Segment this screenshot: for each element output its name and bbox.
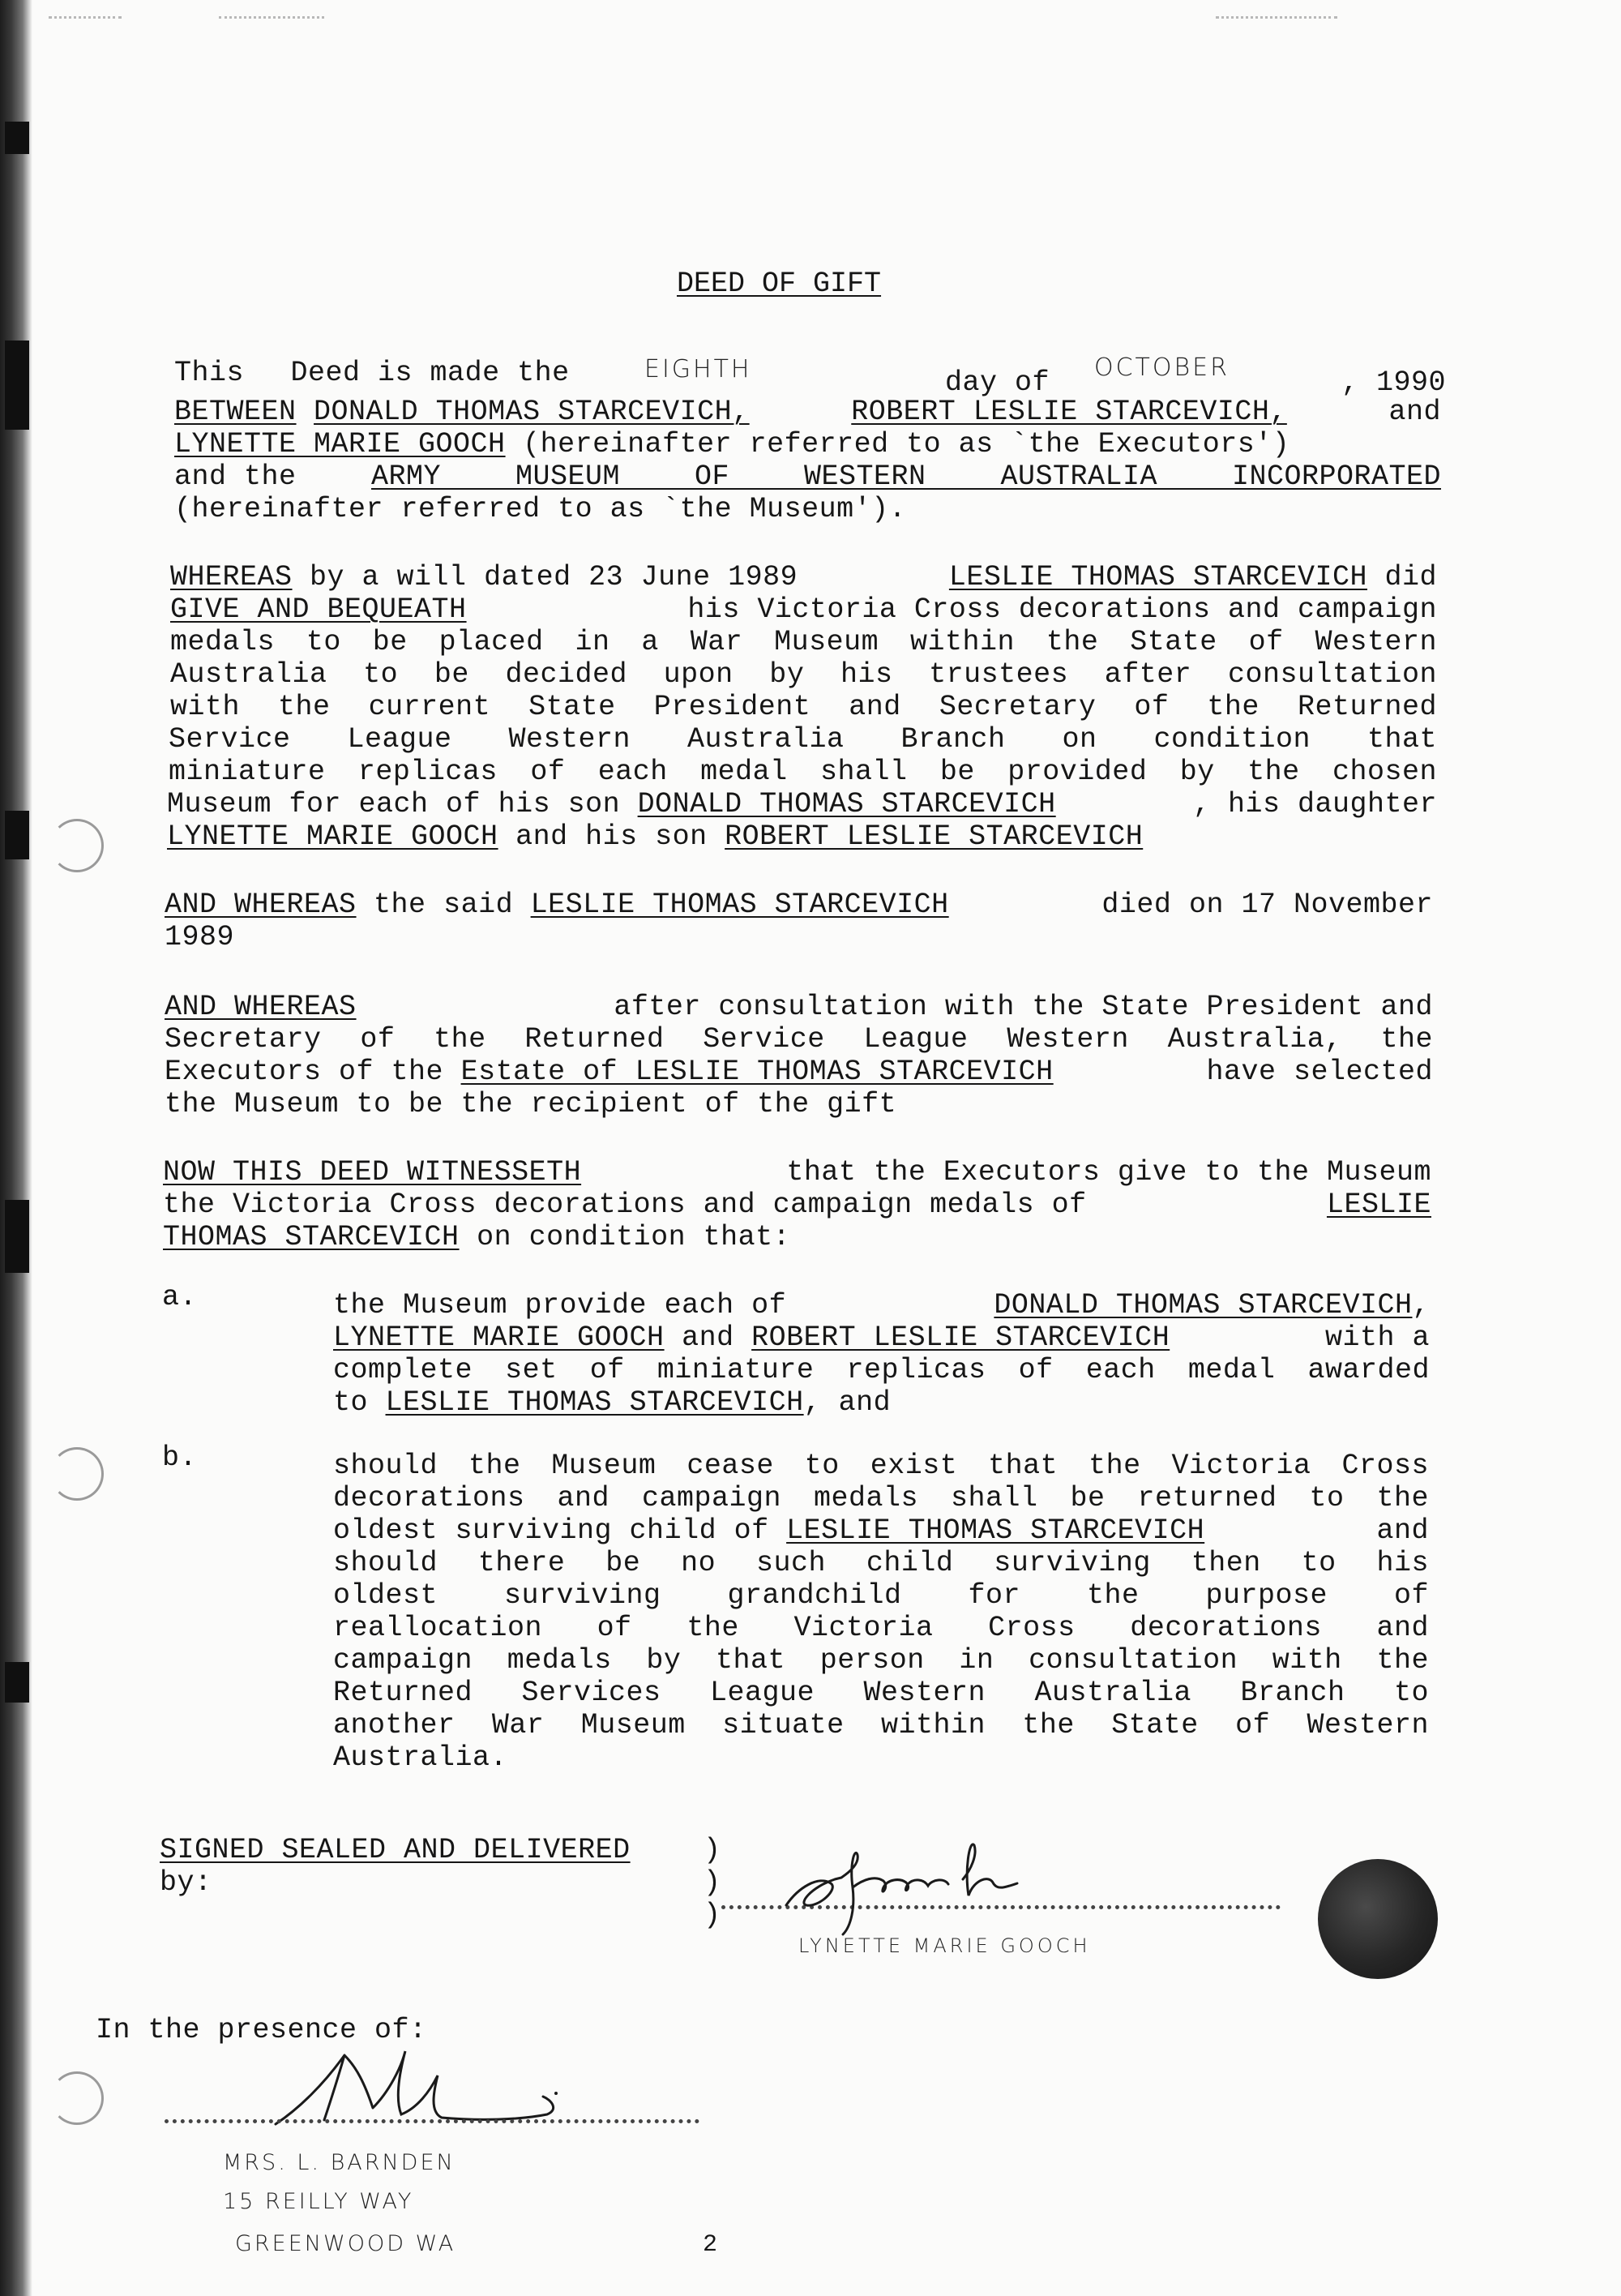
page-number: 2 [703,2231,718,2259]
recital-line [170,593,1437,626]
testator-name: LESLIE THOMAS STARCEVICH [786,1514,1205,1547]
party-name: DONALD THOMAS STARCEVICH, [314,396,750,428]
party-name: LYNETTE MARIE GOOCH [174,428,506,460]
preamble-line [174,396,1441,428]
text: to [333,1386,386,1419]
bracket: ) [704,1834,721,1866]
text: did [1367,561,1437,593]
by-label: by: [160,1866,212,1899]
witness-name: MRS. L. BARNDEN [223,2150,456,2175]
witness-address-line: 15 REILLY WAY [223,2189,414,2214]
condition-line: should there be no such child surviving then to his [333,1547,1429,1579]
recital-line [170,561,1437,593]
text: This [174,357,245,389]
executor-printed-name: LYNETTE MARIE GOOCH [798,1934,1091,1957]
text: , 1990 [1341,366,1447,399]
testator-name: LESLIE [1326,1189,1431,1221]
text: the Museum provide each of [333,1289,787,1321]
whereas-keyword: WHEREAS [170,561,293,593]
text: and [1388,396,1441,428]
condition-line: reallocation of the Victoria Cross decorations and [333,1612,1429,1644]
text: after consultation with the State President and [614,991,1433,1023]
text: died on 17 November [1101,889,1433,921]
text: and the [174,460,297,493]
condition-line [333,1289,1430,1321]
party-name: ROBERT LESLIE STARCEVICH, [851,396,1287,428]
condition-line [333,1514,1429,1547]
witnesseth-keyword: NOW THIS DEED WITNESSETH [163,1156,582,1189]
between-keyword: BETWEEN [174,396,297,428]
recital-line: miniature replicas of each medal shall be provided by the chosen [169,756,1437,788]
text: the Victoria Cross decorations and campaign medals of [163,1189,1087,1221]
clause-line [163,1156,1431,1189]
text: the said [356,889,531,921]
text: and [1376,1514,1429,1547]
preamble-line [174,357,570,389]
punch-hole [50,2071,104,2125]
punch-hole [50,819,104,872]
handwritten-day: EIGHTH [644,355,752,383]
text: , his daughter [1192,788,1437,820]
beneficiary-name: ROBERT LESLIE STARCEVICH [725,820,1144,853]
punch-hole [50,1447,104,1501]
testator-name: LESLIE THOMAS STARCEVICH [530,889,949,921]
witness-signature-line [165,2119,699,2123]
recital-line [165,889,1433,921]
recital-line [165,1056,1433,1088]
beneficiary-name: DONALD THOMAS STARCEVICH [994,1289,1413,1321]
condition-line: complete set of miniature replicas of each medal awarded [333,1354,1430,1386]
give-bequeath-keyword: GIVE AND BEQUEATH [170,593,467,626]
handwritten-month: OCTOBER [1094,353,1230,382]
text: (hereinafter referred to as `the Executors') [505,428,1290,460]
scan-edge-mark [5,122,29,154]
recital-line: Service League Western Australia Branch on condition that [169,723,1437,756]
text: Deed is made the [290,357,570,389]
document-title: DEED OF GIFT [677,268,882,300]
text: day of [945,366,1050,399]
preamble-line [174,428,1290,460]
scan-noise [1216,16,1337,21]
scan-noise [49,16,122,21]
testator-name: LESLIE THOMAS STARCEVICH [948,561,1367,593]
text: with a [1324,1321,1430,1354]
text: and his son [498,820,725,853]
text: on condition that: [459,1221,791,1253]
condition-line [333,1386,891,1419]
signed-sealed-delivered: SIGNED SEALED AND DELIVERED [160,1834,631,1866]
condition-label: a. [162,1281,198,1313]
text: by a will dated 23 June 1989 [292,561,798,593]
text: his Victoria Cross decorations and campaign [687,593,1437,626]
clause-line [163,1189,1431,1221]
scan-edge-mark [5,1662,29,1703]
beneficiary-name: LYNETTE MARIE GOOCH [333,1321,665,1354]
testator-name: THOMAS STARCEVICH [163,1221,460,1253]
preamble-line: (hereinafter referred to as `the Museum'). [174,493,907,525]
recital-line: Australia to be decided upon by his trustees after consultation [170,658,1437,691]
beneficiary-name: ROBERT LESLIE STARCEVICH [751,1321,1170,1354]
party-name: ARMY MUSEUM OF WESTERN AUSTRALIA INCORPORATED [371,460,1441,493]
condition-line: Returned Services League Western Australia Branch to [333,1677,1429,1709]
scan-edge-mark [5,1200,29,1273]
condition-label: b. [162,1441,198,1474]
recital-line: medals to be placed in a War Museum within the State of Western [170,626,1437,658]
condition-line [333,1321,1430,1354]
beneficiary-name: LYNETTE MARIE GOOCH [167,820,498,853]
condition-line: campaign medals by that person in consultation with the [333,1644,1429,1677]
recital-line [165,991,1433,1023]
text: Executors of the [165,1056,461,1088]
condition-line: should the Museum cease to exist that the Victoria Cross [333,1450,1429,1482]
executor-signature [762,1831,1029,1936]
scan-edge-mark [5,341,29,430]
clause-line [163,1221,790,1253]
preamble-line [174,460,1441,493]
recital-line: with the current State President and Secretary of the Returned [170,691,1437,723]
text: oldest surviving child of [333,1514,787,1547]
text: have selected [1206,1056,1433,1088]
estate-name: Estate of LESLIE THOMAS STARCEVICH [460,1056,1054,1088]
text: and [664,1321,752,1354]
and-whereas-keyword: AND WHEREAS [165,889,357,921]
recital-line [167,820,1143,853]
testator-name: LESLIE THOMAS STARCEVICH [385,1386,804,1419]
witness-address-line: GREENWOOD WA [235,2231,456,2256]
text: that the Executors give to the Museum [786,1156,1431,1189]
and-whereas-keyword: AND WHEREAS [165,991,357,1023]
scan-noise [219,16,324,21]
recital-line [167,788,1437,820]
text: Museum for each of his son [167,788,638,820]
recital-line: Secretary of the Returned Service League Western Australia, the [165,1023,1433,1056]
condition-line: another War Museum situate within the State of Western [333,1709,1429,1741]
in-presence-label: In the presence of: [96,2014,427,2046]
recital-line: the Museum to be the recipient of the gift [165,1088,897,1120]
recital-line: 1989 [165,921,235,953]
beneficiary-name: DONALD THOMAS STARCEVICH [637,788,1056,820]
text: , and [803,1386,892,1419]
condition-line: Australia. [333,1741,508,1774]
condition-line: oldest surviving grandchild for the purpose of [333,1579,1429,1612]
text: , [1412,1289,1430,1321]
scan-edge-mark [5,811,29,859]
condition-line: decorations and campaign medals shall be returned to the [333,1482,1429,1514]
bracket: ) [704,1899,721,1931]
wax-seal [1318,1859,1438,1979]
bracket: ) [704,1866,721,1899]
